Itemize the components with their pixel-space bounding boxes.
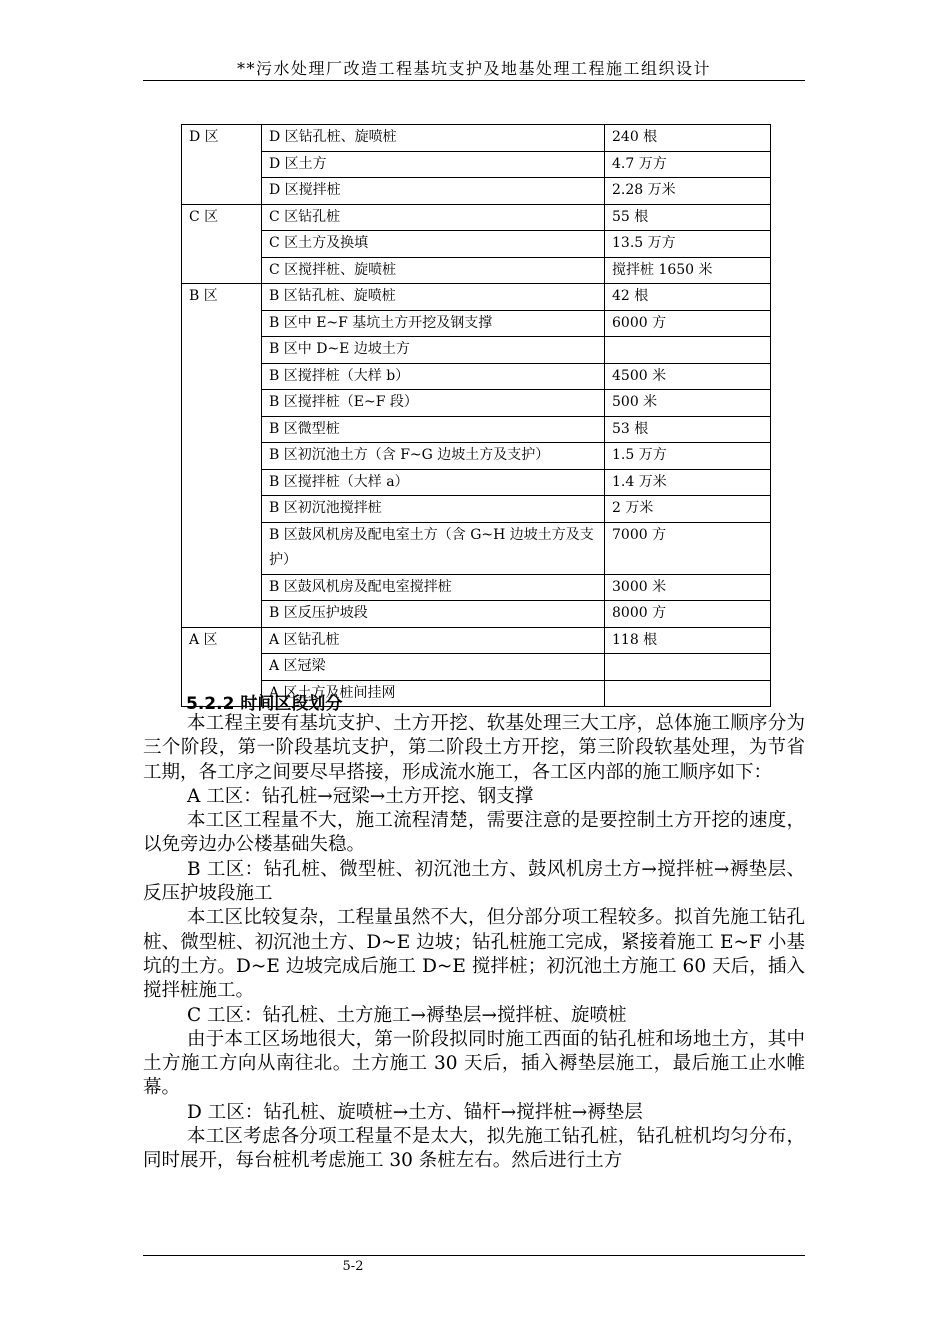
table-row	[182, 310, 771, 337]
quantity-cell: 3000 米	[605, 574, 771, 601]
zone-cell: B 区	[182, 284, 262, 628]
footer-rule	[143, 1255, 805, 1256]
item-cell: B 区微型桩	[262, 416, 605, 443]
quantity-cell: 55 根	[605, 204, 771, 231]
table-row	[182, 284, 771, 311]
item-cell: C 区搅拌桩、旋喷桩	[262, 257, 605, 284]
quantity-cell: 8000 方	[605, 601, 771, 628]
quantity-cell: 42 根	[605, 284, 771, 311]
zone-cell: C 区	[182, 204, 262, 284]
quantity-cell	[605, 680, 771, 707]
table-row	[182, 151, 771, 178]
quantity-cell: 1.5 万方	[605, 443, 771, 470]
paragraph-b-sequence: B 工区：钻孔桩、微型桩、初沉池土方、鼓风机房土方→搅拌桩→褥垫层、反压护坡段施工	[143, 858, 805, 905]
table-row	[182, 574, 771, 601]
item-cell: B 区鼓风机房及配电室搅拌桩	[262, 574, 605, 601]
table-row	[182, 178, 771, 205]
item-cell: B 区搅拌桩（大样 b）	[262, 363, 605, 390]
table-row	[182, 204, 771, 231]
item-cell: A 区冠梁	[262, 654, 605, 681]
quantity-cell: 2.28 万米	[605, 178, 771, 205]
table-row	[182, 337, 771, 364]
item-cell: D 区搅拌桩	[262, 178, 605, 205]
quantity-cell: 13.5 万方	[605, 231, 771, 258]
item-cell: C 区土方及换填	[262, 231, 605, 258]
quantity-cell: 240 根	[605, 125, 771, 152]
quantity-cell: 4.7 万方	[605, 151, 771, 178]
quantity-cell: 118 根	[605, 627, 771, 654]
table-row	[182, 601, 771, 628]
paragraph-a-note: 本工区工程量不大，施工流程清楚，需要注意的是要控制土方开挖的速度，以免旁边办公楼基础失稳。	[143, 810, 805, 856]
item-cell: B 区初沉池土方（含 F~G 边坡土方及支护）	[262, 443, 605, 470]
item-cell: B 区中 D~E 边坡土方	[262, 337, 605, 364]
table-row	[182, 390, 771, 417]
table-row	[182, 654, 771, 681]
table-row	[182, 257, 771, 284]
item-cell: B 区初沉池搅拌桩	[262, 496, 605, 523]
table-row	[182, 627, 771, 654]
quantity-cell: 500 米	[605, 390, 771, 417]
quantity-cell: 53 根	[605, 416, 771, 443]
item-cell: B 区搅拌桩（大样 a）	[262, 469, 605, 496]
quantity-cell: 7000 方	[605, 522, 771, 574]
quantity-cell	[605, 337, 771, 364]
zone-cell: A 区	[182, 627, 262, 707]
quantity-cell: 2 万米	[605, 496, 771, 523]
paragraph-c-note: 由于本工区场地很大，第一阶段拟同时施工西面的钻孔桩和场地土方，其中土方施工方向从南往北。土方施工 30 天后，插入褥垫层施工，最后施工止水帷幕。	[143, 1028, 805, 1099]
paragraph-b-note: 本工区比较复杂，工程量虽然不大，但分部分项工程较多。拟首先施工钻孔桩、微型桩、初沉池土方、D~E 边坡；钻孔桩施工完成，紧接着施工 E~F 小基坑的土方。D~E 边坡完成后施工 D~E 搅拌桩；初沉池土方施工 60 天后，插入搅拌桩施工。	[143, 907, 805, 1002]
paragraph-a-sequence: A 工区：钻孔桩→冠梁→土方开挖、钢支撑	[187, 785, 534, 807]
table-row	[182, 443, 771, 470]
page-number: 5-2	[342, 1259, 364, 1274]
section-title: 5.2.2 时间区段划分	[186, 694, 343, 714]
item-cell: C 区钻孔桩	[262, 204, 605, 231]
item-cell: B 区搅拌桩（E~F 段）	[262, 390, 605, 417]
table-row	[182, 416, 771, 443]
item-cell: D 区土方	[262, 151, 605, 178]
quantity-cell: 1.4 万米	[605, 469, 771, 496]
paragraph-intro: 本工程主要有基坑支护、土方开挖、软基处理三大工序，总体施工顺序分为三个阶段，第一阶段基坑支护，第二阶段土方开挖，第三阶段软基处理，为节省工期，各工序之间要尽早搭接，形成流水施工，各工区内部的施工顺序如下：	[143, 713, 805, 783]
paragraph-c-sequence: C 工区：钻孔桩、土方施工→褥垫层→搅拌桩、旋喷桩	[187, 1004, 627, 1026]
quantity-cell: 4500 米	[605, 363, 771, 390]
table-row	[182, 469, 771, 496]
table-row	[182, 125, 771, 152]
table-row	[182, 496, 771, 523]
table-row	[182, 231, 771, 258]
item-cell: B 区中 E~F 基坑土方开挖及钢支撑	[262, 310, 605, 337]
table-row	[182, 363, 771, 390]
page-header: **污水处理厂改造工程基坑支护及地基处理工程施工组织设计	[236, 59, 711, 78]
quantity-cell	[605, 654, 771, 681]
item-cell: A 区钻孔桩	[262, 627, 605, 654]
item-cell: A 区土方及桩间挂网	[262, 680, 605, 707]
quantity-cell: 搅拌桩 1650 米	[605, 257, 771, 284]
quantity-cell: 6000 方	[605, 310, 771, 337]
paragraph-d-sequence: D 工区：钻孔桩、旋喷桩→土方、锚杆→搅拌桩→褥垫层	[187, 1101, 643, 1123]
item-cell: B 区鼓风机房及配电室土方（含 G~H 边坡土方及支护）	[262, 522, 605, 574]
body-text	[143, 712, 805, 1174]
zone-cell: D 区	[182, 125, 262, 205]
item-cell: B 区反压护坡段	[262, 601, 605, 628]
quantity-table	[181, 124, 771, 707]
header-rule	[143, 80, 805, 81]
item-cell: D 区钻孔桩、旋喷桩	[262, 125, 605, 152]
table-row	[182, 522, 771, 574]
paragraph-d-note: 本工区考虑各分项工程量不是太大，拟先施工钻孔桩，钻孔桩机均匀分布，同时展开，每台桩机考虑施工 30 条桩左右。然后进行土方	[143, 1126, 805, 1172]
item-cell: B 区钻孔桩、旋喷桩	[262, 284, 605, 311]
